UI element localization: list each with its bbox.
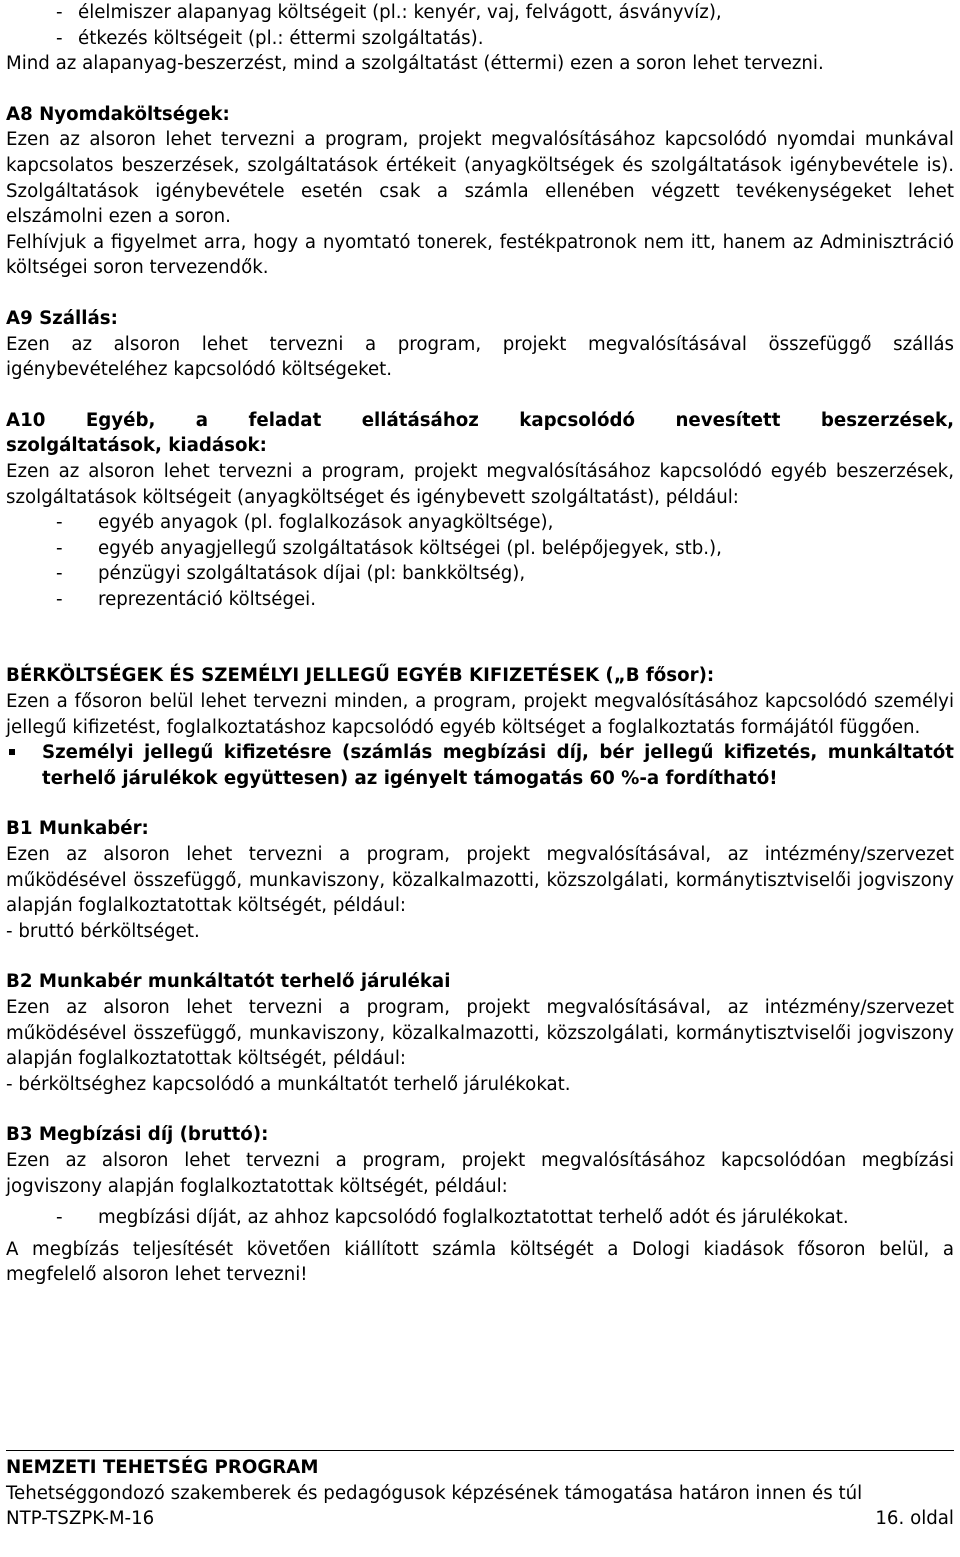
top-note: Mind az alapanyag-beszerzést, mind a szolgáltatást (éttermi) ezen a soron lehet tervezni. [6, 53, 824, 75]
section-paragraph: Ezen az alsoron lehet tervezni a program, projekt megvalósításához kapcsolódó nyomdai munkával kapcsolatos beszerzések, szolgáltatások értékeit (anyagköltségek és szolgáltatások igénybevétele is). Szolgáltatások igénybevétele esetén csak a számla ellenében végzett tevékenységeket lehet elszámolni ezen a soron. [6, 129, 954, 228]
list-item: - pénzügyi szolgáltatások díjai (pl: bankköltség), [6, 561, 954, 587]
footer-program-title: NEMZETI TEHETSÉG PROGRAM [6, 1457, 319, 1478]
footer-divider [6, 1450, 954, 1451]
list-item-text: élelmiszer alapanyag költségeit (pl.: kenyér, vaj, felvágott, ásványvíz), [78, 2, 722, 23]
section-paragraph: Ezen az alsoron lehet tervezni a program, projekt megvalósításához kapcsolódóan megbízási jogviszony alapján foglalkoztatottak költségét, például: [6, 1149, 954, 1197]
list-item: - megbízási díját, az ahhoz kapcsolódó foglalkoztatottat terhelő adót és járulékokat. [6, 1205, 954, 1231]
list-item-text: egyéb anyagok (pl. foglalkozások anyagköltsége), [98, 512, 554, 534]
section-paragraph: Ezen az alsoron lehet tervezni a program, projekt megvalósításával összefüggő szállás igénybevételéhez kapcsolódó költségeket. [6, 333, 954, 381]
footer-subtitle: Tehetséggondozó szakemberek és pedagógusok képzésének támogatása határon innen és túl [6, 1482, 863, 1504]
page-number: 16. oldal [875, 1508, 954, 1530]
section-b1 [6, 816, 954, 944]
section-a9 [6, 306, 954, 383]
section-paragraph: Felhívjuk a figyelmet arra, hogy a nyomtató tonerek, festékpatronok nem itt, hanem az Adminisztráció költségei soron tervezendők. [6, 231, 954, 279]
list-item-text: megbízási díját, az ahhoz kapcsolódó foglalkoztatottat terhelő adót és járulékokat. [98, 1207, 849, 1229]
section-b [6, 663, 954, 791]
section-b2 [6, 969, 954, 1097]
example-list [6, 510, 954, 612]
section-a8 [6, 102, 954, 281]
footer-meta [6, 1506, 954, 1532]
list-item-text: reprezentáció költségei. [98, 588, 317, 610]
section-heading: A8 Nyomdaköltségek: [6, 103, 230, 125]
bullet-item [6, 740, 954, 791]
page-footer [6, 1455, 954, 1532]
bullet-text: Személyi jellegű kifizetésre (számlás megbízási díj, bér jellegű kifizetés, munkáltatót terhelő járulékok együttesen) az igényelt támogatás 60 %-a fordítható! [42, 742, 954, 789]
section-paragraph: - bruttó bérköltséget. [6, 920, 200, 942]
list-item: - egyéb anyagjellegű szolgáltatások költségei (pl. belépőjegyek, stb.), [6, 536, 954, 562]
section-paragraph: Ezen az alsoron lehet tervezni a program, projekt megvalósításával, az intézmény/szervezet működésével összefüggő, munkaviszony, közalkalmazotti, közszolgálati, kormánytisztviselői jogviszony alapján foglalkoztatottak költségét, például: [6, 997, 954, 1070]
section-paragraph: Ezen az alsoron lehet tervezni a program, projekt megvalósításához kapcsolódó egyéb beszerzések, szolgáltatások költségeit (anyagköltséget és igénybevett szolgáltatást), például: [6, 460, 954, 508]
document-page [6, 0, 954, 1288]
list-item-text: étkezés költségeit (pl.: éttermi szolgáltatás). [78, 27, 484, 49]
section-heading: A10 Egyéb, a feladat ellátásához kapcsolódó nevesített beszerzések, [6, 409, 954, 431]
list-item: - élelmiszer alapanyag költségeit (pl.: kenyér, vaj, felvágott, ásványvíz), [6, 0, 954, 26]
list-item: - étkezés költségeit (pl.: éttermi szolgáltatás). [6, 26, 954, 52]
section-paragraph: Ezen a fősoron belül lehet tervezni minden, a program, projekt megvalósításához kapcsolódó személyi jellegű kifizetést, foglalkoztatáshoz kapcsolódó egyéb költséget a foglalkoztatás formájától függően. [6, 691, 954, 738]
section-heading: B3 Megbízási díj (bruttó): [6, 1124, 269, 1146]
section-paragraph: Ezen az alsoron lehet tervezni a program, projekt megvalósításával, az intézmény/szervezet működésével összefüggő, munkaviszony, közalkalmazotti, közszolgálati, kormánytisztviselői jogviszony alapján foglalkoztatottak költségét, például: [6, 844, 954, 917]
top-list [6, 0, 954, 77]
list-item-text: egyéb anyagjellegű szolgáltatások költségei (pl. belépőjegyek, stb.), [98, 537, 722, 559]
section-a10 [6, 408, 954, 613]
section-heading: B2 Munkabér munkáltatót terhelő járulékai [6, 971, 451, 993]
list-item: - reprezentáció költségei. [6, 587, 954, 613]
section-paragraph: A megbízás teljesítését követően kiállított számla költségét a Dologi kiadások fősoron belül, a megfelelő alsoron lehet tervezni! [6, 1238, 954, 1286]
section-paragraph: - bérköltséghez kapcsolódó a munkáltatót terhelő járulékokat. [6, 1073, 571, 1095]
section-heading: B1 Munkabér: [6, 818, 149, 840]
section-b3 [6, 1122, 954, 1288]
section-heading: BÉRKÖLTSÉGEK ÉS SZEMÉLYI JELLEGŰ EGYÉB KIFIZETÉSEK („B fősor): [6, 665, 715, 687]
section-heading: A9 Szállás: [6, 307, 118, 329]
list-item: - egyéb anyagok (pl. foglalkozások anyagköltsége), [6, 510, 954, 536]
list-item-text: pénzügyi szolgáltatások díjai (pl: bankköltség), [98, 563, 526, 585]
square-bullet-icon [6, 740, 42, 791]
document-code: NTP-TSZPK-M-16 [6, 1508, 155, 1530]
section-heading-cont: szolgáltatások, kiadások: [6, 435, 267, 457]
